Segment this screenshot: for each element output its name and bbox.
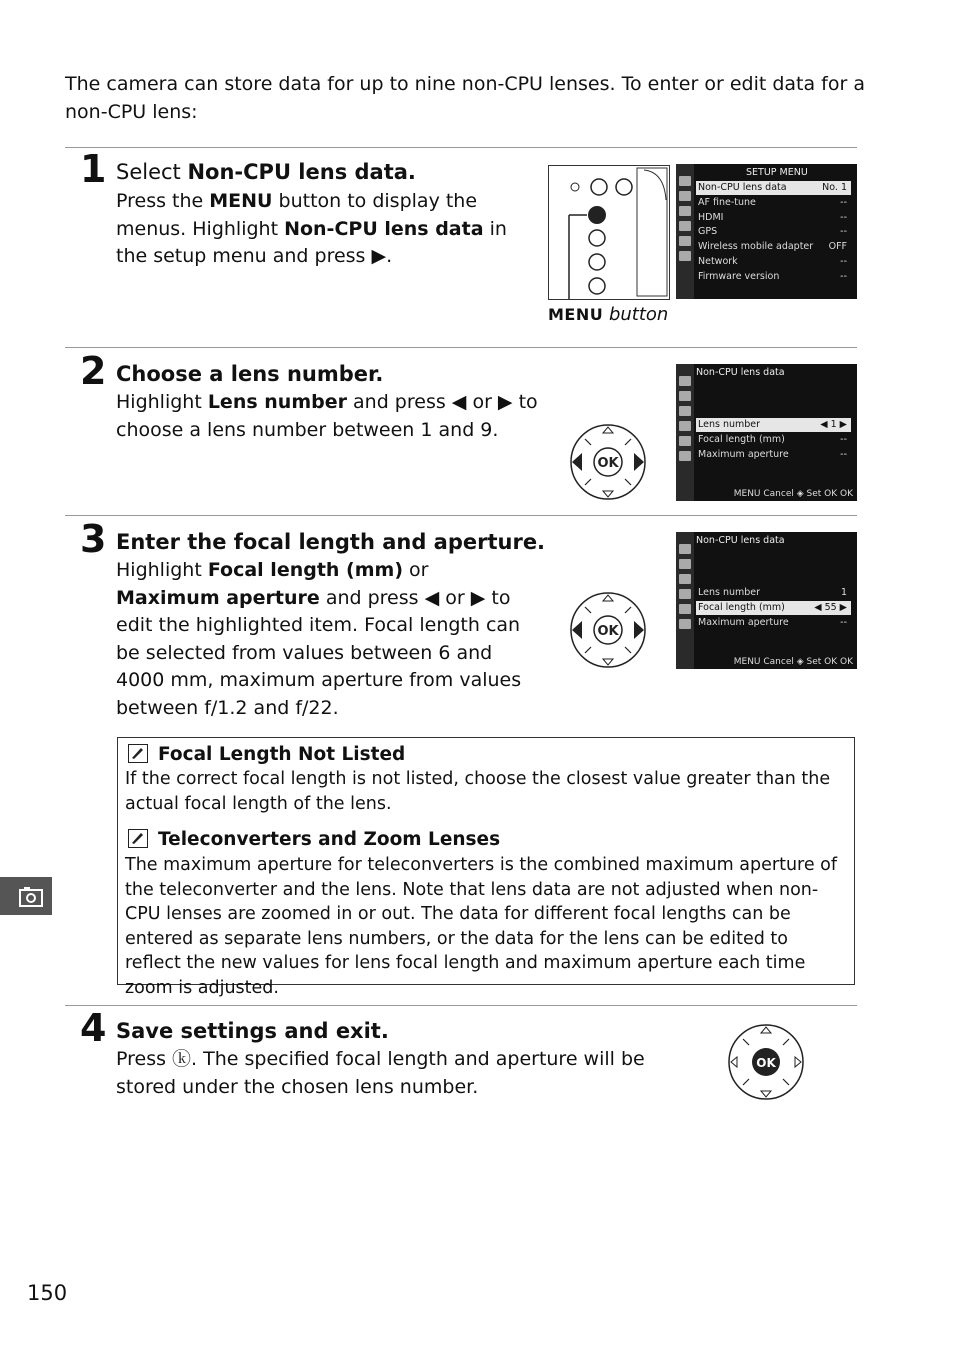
lens-data-screen-2 [676, 532, 857, 669]
menu-button-caption [548, 304, 668, 325]
menu-row-label: HDMI [698, 211, 724, 223]
step-title: Choose a lens number. [116, 362, 384, 386]
menu-tab-icon [679, 391, 691, 401]
svg-text:OK: OK [597, 456, 619, 471]
step-body-text: Press the [116, 190, 210, 212]
menu-row-value: -- [840, 226, 847, 238]
menu-row [696, 433, 851, 447]
menu-row-value: OFF [828, 241, 847, 253]
menu-sidebar [676, 532, 694, 669]
screen-footer: MENU Cancel ◈ Set OK OK [733, 489, 853, 499]
setup-menu-screen [676, 164, 857, 299]
menu-row-label: Lens number [698, 587, 761, 598]
svg-text:OK: OK [756, 1056, 776, 1070]
menu-row-label: Maximum aperture [698, 616, 789, 628]
step-body-text: Highlight [116, 559, 208, 581]
menu-row-label: Non-CPU lens data [698, 182, 787, 193]
note-text: The maximum aperture for teleconverters is the combined maximum aperture of the teleconverter and the lens. Note that lens data are not adjusted when non-CPU lenses are zoomed in or out. The data for different focal lengths can be entered as separate lens numbers, or the data for the lens can be edited to reflect the new values for lens focal length and maximum aperture each time zoom is adjusted. [125, 855, 838, 998]
menu-tab-icon [679, 206, 691, 216]
menu-tab-icon [679, 406, 691, 416]
camera-buttons-icon [549, 166, 669, 299]
multi-selector-ok-icon [727, 1023, 805, 1105]
step-body-text: Press ⓚ. The specified focal length and aperture will be stored under the chosen lens number. [116, 1048, 645, 1098]
step-number: 4 [80, 1006, 107, 1050]
step-title-prefix: Select [116, 160, 188, 184]
menu-tab-icon [679, 376, 691, 386]
step-body-text: and press ◀ or ▶ to choose a lens number between 1 and 9. [116, 391, 538, 441]
step-title: Save settings and exit. [116, 1019, 389, 1043]
menu-row-label: Wireless mobile adapter [698, 241, 814, 253]
divider [65, 147, 857, 148]
menu-row-value: -- [840, 256, 847, 267]
menu-row-value: ◀ 55 ▶ [814, 601, 847, 613]
step-body [116, 1046, 656, 1101]
menu-row [696, 418, 851, 432]
menu-row [696, 448, 851, 462]
menu-row-value: No. 1 [822, 182, 847, 193]
menu-row-value: 1 [840, 587, 847, 598]
menu-tab-icon [679, 236, 691, 246]
step-body-text: button to display the menus. Highlight [116, 190, 478, 240]
divider [65, 347, 857, 348]
menu-row [696, 616, 851, 630]
step-number: 1 [80, 147, 107, 191]
step-body [116, 188, 531, 271]
menu-button-label: MENU [548, 305, 604, 324]
menu-sidebar [676, 164, 694, 299]
multi-selector-lr-icon [569, 591, 647, 673]
divider [65, 1005, 857, 1006]
screen-header: Non-CPU lens data [696, 535, 785, 546]
step-body-bold: Non-CPU lens data [284, 217, 484, 240]
section-tab [0, 877, 52, 915]
menu-row-value: -- [840, 616, 847, 628]
menu-row-value: -- [840, 211, 847, 223]
intro-text: The camera can store data for up to nine non-CPU lenses. To enter or edit data for a non-CPU lens: [65, 73, 865, 123]
screen-header: Non-CPU lens data [696, 367, 785, 378]
menu-tab-icon [679, 251, 691, 261]
note-text: If the correct focal length is not listed, choose the closest value greater than the actual focal length of the lens. [125, 769, 831, 814]
menu-row-label: Focal length (mm) [698, 433, 785, 445]
multi-selector-lr-icon [569, 423, 647, 505]
menu-row [696, 211, 851, 225]
menu-row-label: GPS [698, 226, 718, 238]
lens-data-screen-1 [676, 364, 857, 501]
menu-row-label: Lens number [698, 419, 761, 430]
menu-row-value: -- [840, 448, 847, 460]
menu-row [696, 270, 851, 284]
menu-row-label: Firmware version [698, 270, 780, 282]
page-number: 150 [27, 1281, 68, 1305]
menu-tab-icon [679, 176, 691, 186]
menu-row-label: Focal length (mm) [698, 601, 785, 613]
menu-row-label: AF fine-tune [698, 196, 756, 208]
step-title: Enter the focal length and aperture. [116, 530, 546, 554]
note-title: Focal Length Not Listed [158, 744, 406, 765]
step-body-text: Highlight [116, 391, 208, 413]
caption-text: button [603, 304, 669, 325]
menu-tab-icon [679, 589, 691, 599]
menu-tab-icon [679, 421, 691, 431]
menu-tab-icon [679, 221, 691, 231]
note-title: Teleconverters and Zoom Lenses [158, 829, 501, 850]
step-number: 2 [80, 349, 107, 393]
step-title [116, 158, 416, 186]
camera-back-illustration [548, 165, 670, 300]
step-body-text: and press ◀ or ▶ to edit the highlighted item. Focal length can be selected from values between 6 and 4000 mm, maximum aperture from values between f/1.2 and f/22. [116, 586, 522, 719]
menu-row-value: -- [840, 433, 847, 445]
menu-tab-icon [679, 191, 691, 201]
note-pencil-icon [128, 829, 148, 848]
menu-sidebar [676, 364, 694, 501]
menu-tab-icon [679, 544, 691, 554]
menu-row-value: -- [840, 196, 847, 208]
step-body-text: or [403, 559, 429, 581]
step-body [116, 389, 546, 444]
step-body [116, 557, 536, 722]
camera-setup-icon [0, 877, 52, 915]
menu-row [696, 225, 851, 239]
menu-row-label: Network [698, 256, 738, 267]
screen-footer: MENU Cancel ◈ Set OK OK [733, 657, 853, 667]
svg-text:OK: OK [597, 624, 619, 639]
step-title-bold: Non-CPU lens data. [187, 160, 416, 184]
step-body-bold: Maximum aperture [116, 586, 320, 609]
menu-row [696, 586, 851, 600]
menu-row [696, 255, 851, 269]
menu-row [696, 240, 851, 254]
menu-row-value: -- [840, 270, 847, 282]
menu-tab-icon [679, 619, 691, 629]
menu-row-value: ◀ 1 ▶ [820, 419, 847, 430]
menu-tab-icon [679, 604, 691, 614]
menu-tab-icon [679, 451, 691, 461]
menu-row [696, 601, 851, 615]
step-number: 3 [80, 517, 107, 561]
notes-box [117, 737, 855, 998]
menu-tab-icon [679, 574, 691, 584]
menu-row [696, 196, 851, 210]
note-pencil-icon [128, 744, 148, 763]
menu-row-label: Maximum aperture [698, 448, 789, 460]
step-body-bold: Focal length (mm) [207, 559, 404, 581]
screen-header: SETUP MENU [746, 167, 808, 178]
menu-tab-icon [679, 436, 691, 446]
step-body-text: in the setup menu and press ▶. [116, 217, 507, 267]
divider [65, 515, 857, 516]
menu-row [696, 181, 851, 195]
step-body-bold: Lens number [207, 391, 347, 413]
menu-tab-icon [679, 559, 691, 569]
step-body-bold: MENU [209, 190, 273, 212]
